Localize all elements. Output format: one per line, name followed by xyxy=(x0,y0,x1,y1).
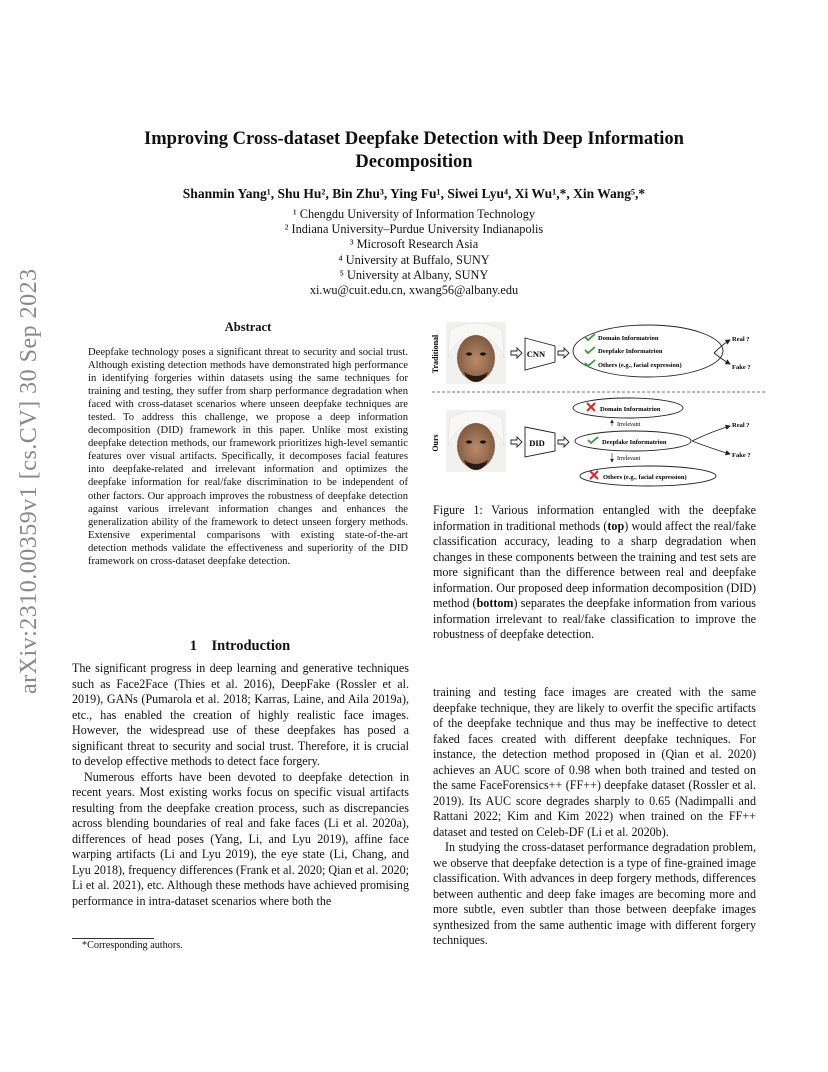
intro-right-column xyxy=(433,685,756,949)
cnn-label: CNN xyxy=(526,349,546,359)
intro-paragraph-3: training and testing face images are created with the same deepfake technique, they are likely to overfit the specific artifacts of the deepfake technique and thus may be ineffective to detect faked faces created with different deepfake techniques. For instance, the detection method proposed in (Qian et al. 2020) achieves an AUC score of 0.98 when both trained and tested on the same FaceForensics++ (FF++) deepfake dataset (Rossler et al. 2019). Its AUC score degrades sharply to 0.65 (Nadimpalli and Rattani 2022; Kim and Kim 2022) when trained on the FF++ dataset and tested on Celeb-DF (Li et al. 2020b). xyxy=(433,685,756,839)
affiliation-4: ⁴ University at Buffalo, SUNY xyxy=(338,252,490,267)
arxiv-identifier: arXiv:2310.00359v1 [cs.CV] 30 Sep 2023 xyxy=(16,268,42,694)
irrelevant-label-top: Irrelevant xyxy=(617,422,641,428)
intro-paragraph-2: Numerous efforts have been devoted to deepfake detection in recent years. Most existing works focus on specific visual artifacts resulting from the deepfake creation process, such as discrepancies across blending boundaries of real and fake faces (Li et al. 2020a), differences of head poses (Yang, Li, and Lyu 2019), affine face warping artifacts (Li and Lyu 2019), the eye state (Li, Chang, and Lyu 2018), frequency differences (Frank et al. 2020; Qian et al. 2020; Li et al. 2021), etc. Although these methods have achieved promising performance in intra-dataset scenarios where both the xyxy=(72,769,409,908)
bottom-real-label: Real ? xyxy=(732,422,750,429)
paper-title xyxy=(80,128,748,174)
figure-1-caption xyxy=(433,503,756,643)
bottom-fake-label: Fake ? xyxy=(732,452,751,459)
trad-others-info: Others (e.g., facial expression) xyxy=(598,362,682,369)
ours-others-info: Others (e.g., facial expression) xyxy=(603,474,687,481)
ours-domain-info: Domain Informatrion xyxy=(600,406,661,413)
affiliation-5: ⁵ University at Albany, SUNY xyxy=(339,267,489,282)
top-real-label: Real ? xyxy=(732,336,750,343)
hollow-arrow-icon xyxy=(511,437,522,447)
ours-deepfake-info: Deepfake Informatrion xyxy=(602,439,667,446)
affiliations xyxy=(200,207,628,298)
top-fake-label: Fake ? xyxy=(732,364,751,371)
caption-top-emphasis: top xyxy=(607,518,625,533)
trad-domain-info: Domain Informatrion xyxy=(598,335,659,342)
figure-1 xyxy=(428,318,768,493)
hollow-arrow-icon xyxy=(511,348,522,358)
face-image-bottom xyxy=(446,410,506,472)
did-label: DID xyxy=(529,438,545,448)
title-line-2: Decomposition xyxy=(355,152,473,172)
author-list: Shanmin Yang¹, Shu Hu², Bin Zhu³, Ying Fu¹, Siwei Lyu⁴, Xi Wu¹,*, Xin Wang⁵,* xyxy=(182,186,646,201)
abstract-heading: Abstract xyxy=(224,320,272,334)
hollow-arrow-icon xyxy=(558,348,569,358)
title-line-1: Improving Cross-dataset Deepfake Detection with Deep Information xyxy=(144,129,684,149)
irrelevant-label-bottom: Irrelevant xyxy=(617,456,641,462)
caption-part: ) would affect the real/fake classification accuracy, leading to a sharp degradation when changes in these components between the training and test sets are more significant than the difference between real and deepfake information. Our proposed deep information decomposition (DID) method ( xyxy=(433,518,756,610)
contact-emails: xi.wu@cuit.edu.cn, xwang56@albany.edu xyxy=(309,283,519,298)
trad-deepfake-info: Deepfake Informatrion xyxy=(598,348,663,355)
footnote-rule xyxy=(72,938,154,939)
affiliation-3: ³ Microsoft Research Asia xyxy=(349,237,479,252)
intro-paragraph-1: The significant progress in deep learning and generative techniques such as Face2Face (Thies et al. 2016), DeepFake (Rossler et al. 2019), GANs (Pumarola et al. 2018; Karras, Laine, and Aila 2019a), etc., has enabled the creation of highly realistic face images. However, the widespread use of these deepfakes has posed a significant threat to security and social trust. Therefore, it is crucial to develop effective methods to detect face forgery. xyxy=(72,661,409,768)
section-introduction-heading: 1 Introduction xyxy=(189,638,291,654)
hollow-arrow-icon xyxy=(558,437,569,447)
footnote: *Corresponding authors. xyxy=(82,940,183,951)
affiliation-2: ² Indiana University–Purdue University Indianapolis xyxy=(284,222,544,237)
figure-label-ours: Ours xyxy=(431,434,440,452)
figure-label-traditional: Traditional xyxy=(431,334,440,374)
face-image-top xyxy=(446,322,506,384)
intro-paragraph-4: In studying the cross-dataset performance degradation problem, we observe that deepfake detection is a type of fine-grained image classification. With advances in deep forgery methods, differences between authentic and deep fake images are becoming more and more subtle, even subtler than those between deepfake images synthesized from the same authentic image with different forgery techniques. xyxy=(433,840,756,947)
abstract-text: Deepfake technology poses a significant threat to security and social trust. Although existing detection methods have demonstrated high performance in identifying forgeries within datasets using the same techniques for training and testing, they suffer from sharp performance degradation when faced with cross-dataset scenarios where unseen deepfake techniques are tested. To address this challenge, we propose a deep information decomposition (DID) framework in this paper. Unlike most existing deepfake detection methods, our framework prioritizes high-level semantic features over visual artifacts. Specifically, it decomposes facial features into deepfake-related and irrelevant information and optimizes the deepfake information for real/fake discrimination to be independent of other factors. Our approach improves the robustness of deepfake detection against various irrelevant information changes and enhances the generalization ability of the framework to detect unseen forgery methods. Extensive experimental comparisons with existing state-of-the-art detection methods validate the effectiveness and superiority of the DID framework on cross-dataset deepfake detection. xyxy=(88,347,408,567)
branch-arrow-real-bottom xyxy=(692,426,730,441)
branch-arrow-fake-bottom xyxy=(692,441,730,454)
affiliation-1: ¹ Chengdu University of Information Technology xyxy=(292,207,535,221)
caption-part: ) separates the deepfake information from various information irrelevant to real/fake classification to improve the robustness of deepfake detection. xyxy=(433,596,757,641)
intro-left-column xyxy=(72,661,409,909)
caption-part: Figure 1: Various information entangled with the deepfake information in traditional methods ( xyxy=(433,503,756,533)
caption-bottom-emphasis: bottom xyxy=(476,596,514,610)
